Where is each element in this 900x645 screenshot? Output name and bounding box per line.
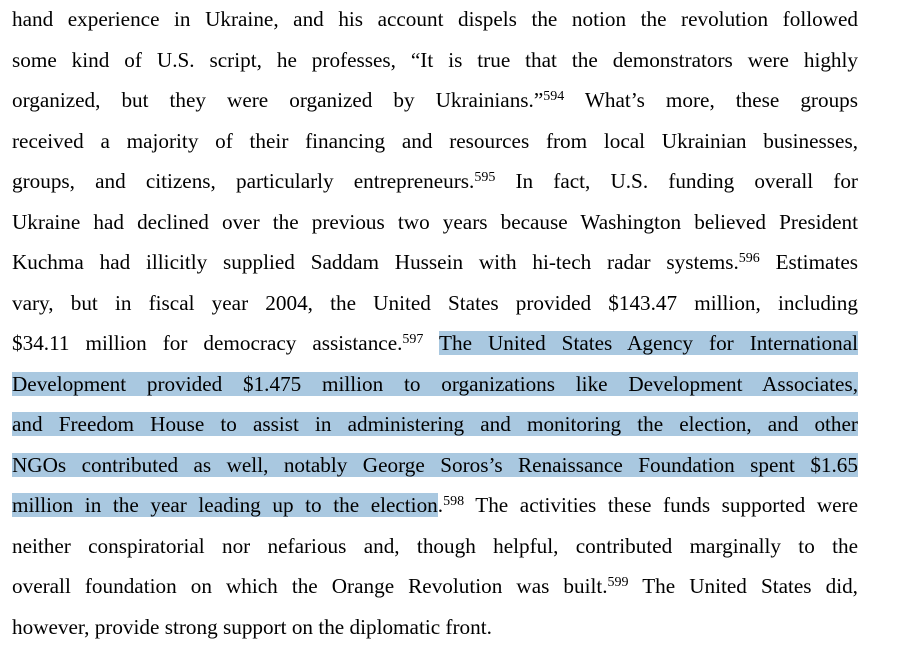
text-line xyxy=(12,612,858,642)
text-line xyxy=(12,85,858,115)
text-line xyxy=(12,4,858,34)
text-run: some kind of U.S. script, he professes, “It is true that the demonstrators were highly xyxy=(12,47,858,72)
text-line xyxy=(12,490,858,520)
highlighted-text[interactable]: and Freedom House to assist in administering and monitoring the election, and other xyxy=(12,412,858,436)
text-run: organized, but they were organized by Ukrainians.” xyxy=(12,88,544,112)
text-run: . xyxy=(437,493,444,517)
highlighted-text[interactable]: million in the year leading up to the election xyxy=(12,493,438,517)
text-run: What’s more, these groups xyxy=(564,88,858,112)
footnote-ref: 596 xyxy=(738,251,760,266)
text-line xyxy=(12,531,858,561)
text-line xyxy=(12,126,858,156)
text-run: $34.11 million for democracy assistance. xyxy=(12,331,403,355)
text-run: groups, and citizens, particularly entrepreneurs. xyxy=(12,169,475,193)
text-run: Kuchma had illicitly supplied Saddam Hussein with hi-tech radar systems. xyxy=(12,250,739,274)
text-run: The activities these funds supported were xyxy=(464,493,859,517)
text-line xyxy=(12,45,858,75)
text-line xyxy=(12,247,858,277)
highlighted-text[interactable]: Development provided $1.475 million to organizations like Development Associates, xyxy=(12,371,858,396)
text-line xyxy=(12,166,858,196)
text-line xyxy=(12,450,858,480)
footnote-ref: 597 xyxy=(402,332,424,347)
text-run: received a majority of their financing and resources from local Ukrainian businesses, xyxy=(12,128,858,153)
text-run: neither conspiratorial nor nefarious and, though helpful, contributed marginally to the xyxy=(12,533,858,558)
footnote-ref: 594 xyxy=(543,89,565,104)
footnote-ref: 599 xyxy=(607,575,629,590)
text-run: overall foundation on which the Orange Revolution was built. xyxy=(12,574,608,598)
text-run: Estimates xyxy=(759,250,858,274)
text-run xyxy=(423,331,439,355)
highlighted-text[interactable]: NGOs contributed as well, notably George Soros’s Renaissance Foundation spent $1.65 xyxy=(12,452,858,477)
text-line xyxy=(12,571,858,601)
text-run: vary, but in fiscal year 2004, the United States provided $143.47 million, including xyxy=(12,290,858,315)
text-line xyxy=(12,409,858,439)
text-run: however, provide strong support on the diplomatic front. xyxy=(12,614,492,639)
text-run: Ukraine had declined over the previous two years because Washington believed President xyxy=(12,209,858,234)
text-line xyxy=(12,288,858,318)
text-line xyxy=(12,369,858,399)
text-line xyxy=(12,207,858,237)
footnote-ref: 595 xyxy=(474,170,496,185)
text-run: hand experience in Ukraine, and his account dispels the notion the revolution followed xyxy=(12,7,858,31)
text-run: The United States did, xyxy=(628,574,858,598)
text-line xyxy=(12,328,858,358)
highlighted-text[interactable]: The United States Agency for International xyxy=(439,331,858,355)
footnote-ref: 598 xyxy=(443,494,465,509)
text-run: In fact, U.S. funding overall for xyxy=(495,169,858,193)
